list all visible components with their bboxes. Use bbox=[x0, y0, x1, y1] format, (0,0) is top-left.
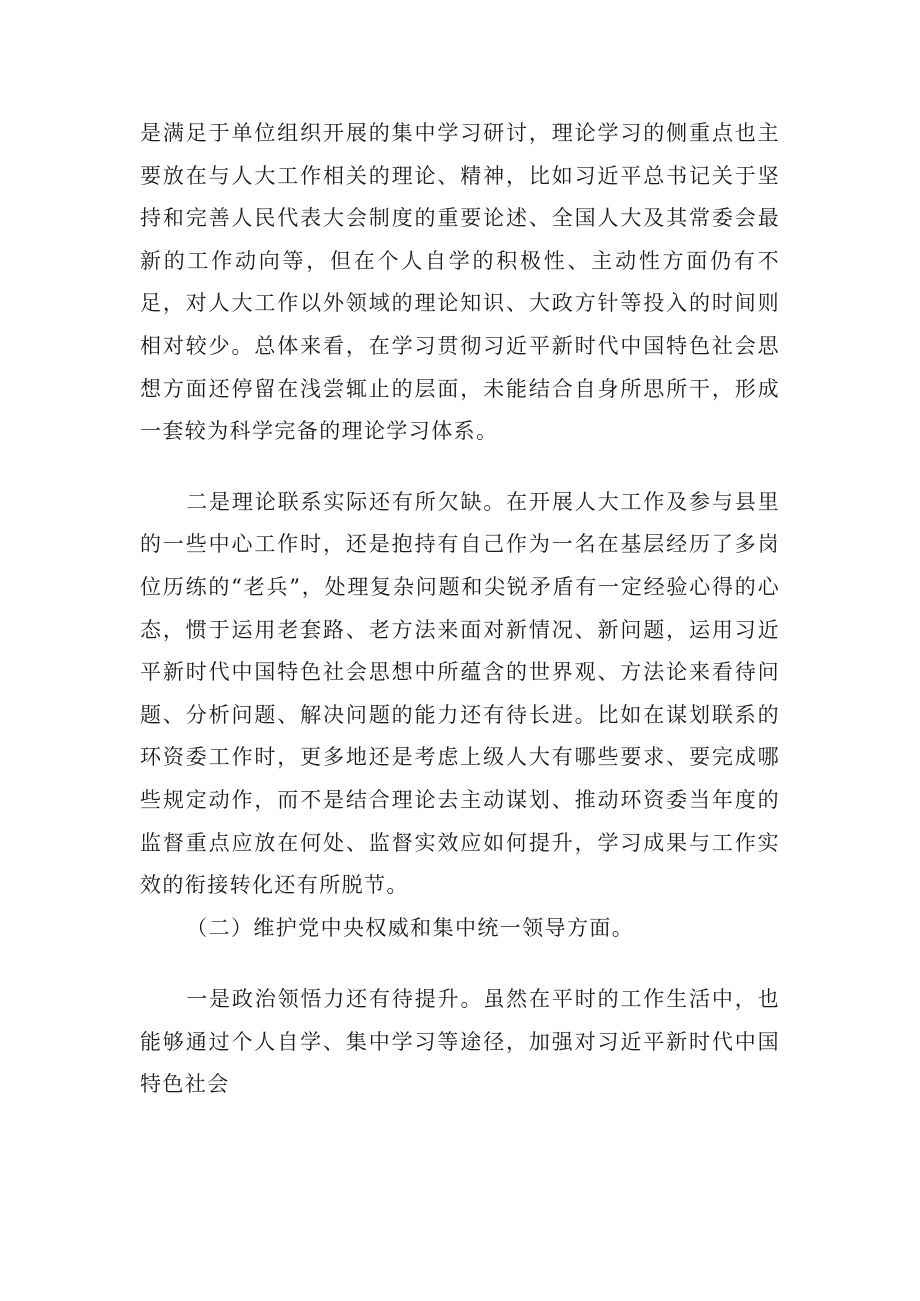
document-body bbox=[140, 112, 780, 1106]
section-heading: （二）维护党中央权威和集中统一领导方面。 bbox=[186, 915, 635, 940]
paragraph-continuation: 是满足于单位组织开展的集中学习研讨，理论学习的侧重点也主要放在与人大工作相关的理论、精神，比如习近平总书记关于坚持和完善人民代表大会制度的重要论述、全国人大及其常委会最新的工作动向等，但在个人自学的积极性、主动性方面仍有不足，对人大工作以外领域的理论知识、大政方针等投入的时间则相对较少。总体来看，在学习贯彻习近平新时代中国特色社会思想方面还停留在浅尝辄止的层面，未能结合自身所思所干，形成一套较为科学完备的理论学习体系。 bbox=[140, 121, 780, 444]
paragraph-theory-practice: 二是理论联系实际还有所欠缺。在开展人大工作及参与县里的一些中心工作时，还是抱持有自己作为一名在基层经历了多岗位历练的“老兵”，处理复杂问题和尖锐矛盾有一定经验心得的心态，惯于运用老套路、老方法来面对新情况、新问题，运用习近平新时代中国特色社会思想中所蕴含的世界观、方法论来看待问题、分析问题、解决问题的能力还有待长进。比如在谋划联系的环资委工作时，更多地还是考虑上级人大有哪些要求、要完成哪些规定动作，而不是结合理论去主动谋划、推动环资委当年度的监督重点应放在何处、监督实效应如何提升，学习成果与工作实效的衔接转化还有所脱节。 bbox=[140, 489, 780, 898]
paragraph-political-insight: 一是政治领悟力还有待提升。虽然在平时的工作生活中，也能够通过个人自学、集中学习等途径，加强对习近平新时代中国特色社会 bbox=[140, 987, 780, 1097]
